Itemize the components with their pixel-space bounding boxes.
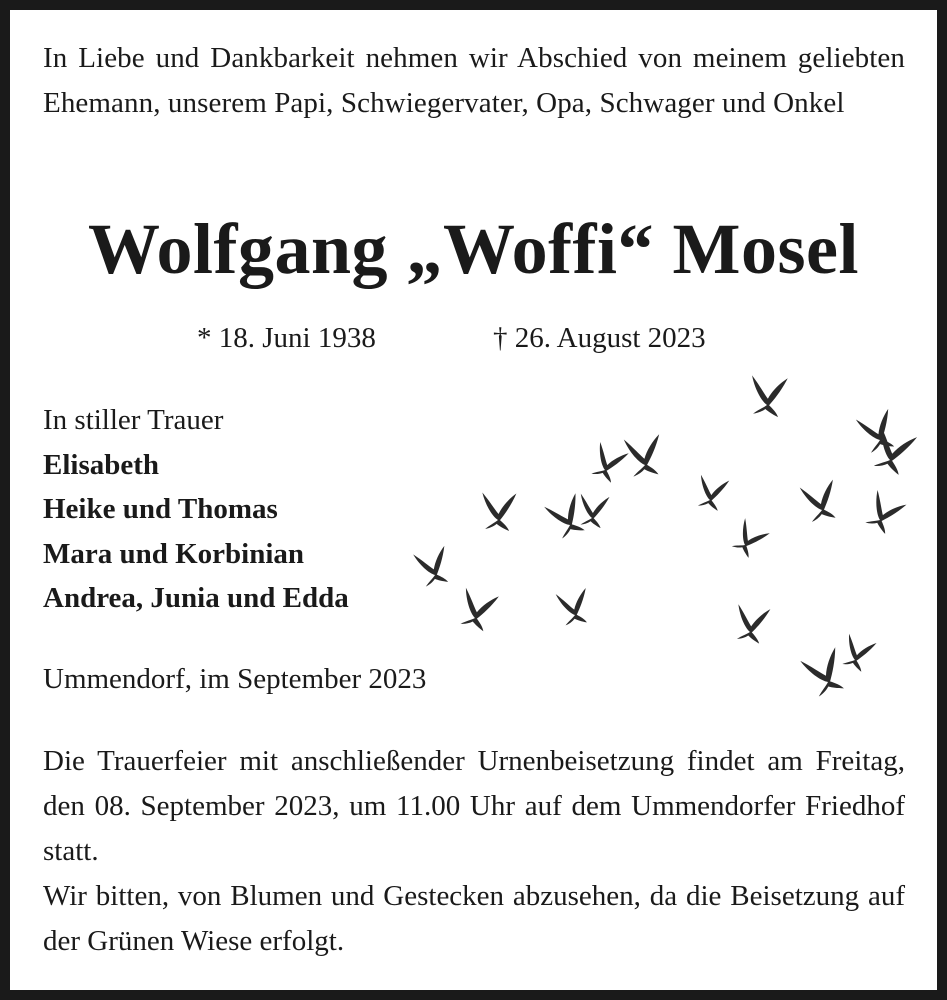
deceased-name: Wolfgang „Woffi“ Mosel	[88, 209, 859, 289]
place-date: Ummendorf, im September 2023	[43, 663, 427, 695]
bird-shape	[838, 632, 877, 673]
request-text: Wir bitten, von Blumen und Gestecken abzusehen, da die Beisetzung auf der Grünen Wiese erfolgt.	[43, 880, 905, 957]
bird-shape	[747, 373, 788, 417]
bird-shape	[555, 588, 590, 626]
mourner-name: Andrea, Junia und Edda	[43, 582, 349, 614]
ceremony-text: Die Trauerfeier mit anschließender Urnenbeisetzung findet am Freitag, den 08. September 2023, um 11.00 Uhr auf dem Ummendorfer Friedhof statt.	[43, 745, 905, 867]
birds-illustration	[410, 360, 920, 700]
death-date: † 26. August 2023	[493, 322, 706, 354]
bird-shape	[455, 586, 499, 633]
bird-shape	[479, 491, 516, 532]
mourners-block	[43, 398, 463, 621]
bird-shape	[728, 517, 770, 560]
mourners-lead: In stiller Trauer	[43, 404, 224, 436]
bird-shape	[855, 409, 898, 455]
bird-shape	[799, 480, 839, 523]
bird-shape	[731, 602, 770, 644]
bird-shape	[587, 440, 629, 484]
bird-shape	[800, 647, 848, 698]
bird-shape	[544, 493, 589, 540]
mourner-name: Mara und Korbinian	[43, 537, 305, 570]
birth-date: * 18. Juni 1938	[197, 322, 376, 354]
mourner-name: Elisabeth	[43, 448, 160, 481]
closing-block	[43, 739, 905, 964]
intro-text: In Liebe und Dankbarkeit nehmen wir Abschied von meinem geliebten Ehemann, unserem Papi, Schwiegervater, Opa, Schwager und Onkel	[43, 42, 905, 119]
bird-shape	[575, 492, 609, 529]
bird-shape	[693, 473, 729, 512]
bird-shape	[413, 546, 452, 588]
mourner-name: Heike und Thomas	[43, 493, 278, 525]
bird-shape	[624, 434, 663, 477]
bird-shape	[860, 488, 906, 535]
